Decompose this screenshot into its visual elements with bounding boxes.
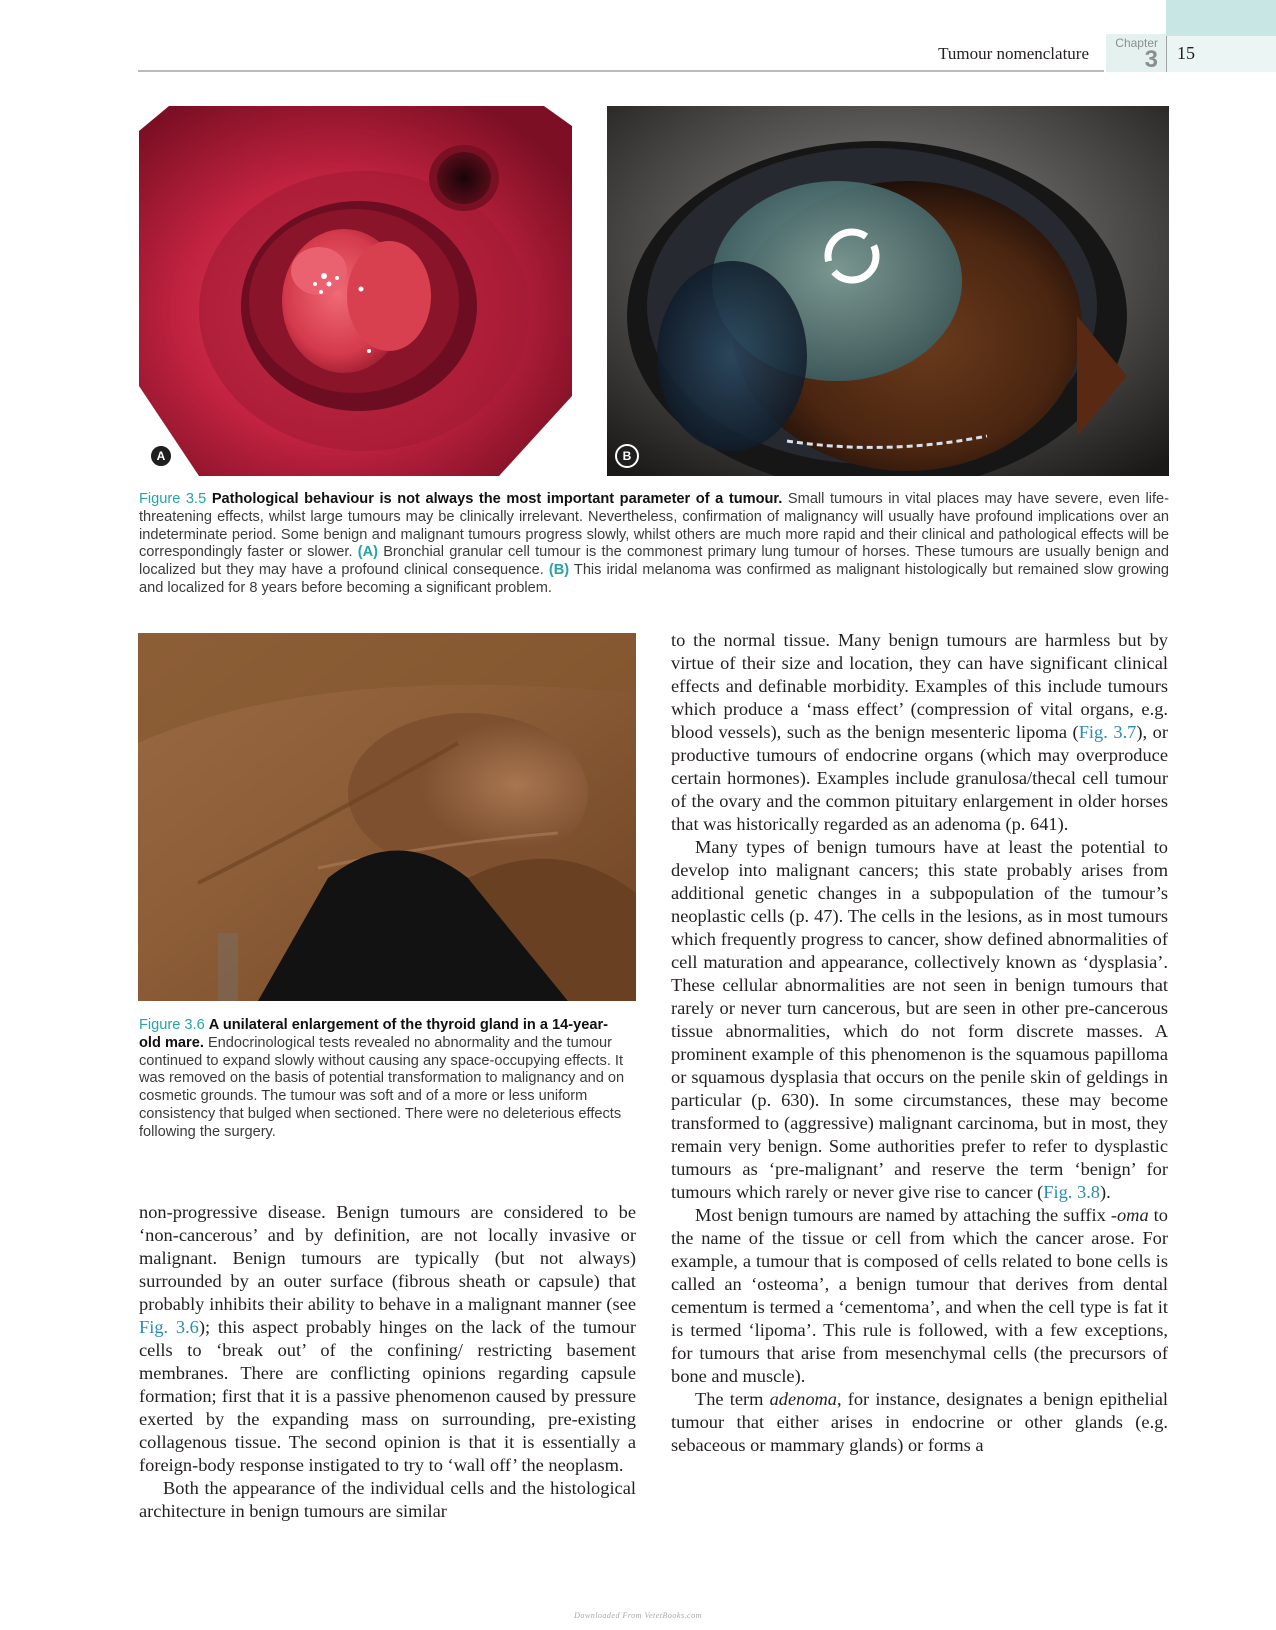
fig-3-8-link[interactable]: Fig. 3.8 (1043, 1182, 1100, 1202)
chapter-number: 3 (1144, 46, 1158, 73)
chapter-label: Chapter (1115, 36, 1158, 50)
figure-3-6-label: Figure 3.6 (139, 1017, 205, 1033)
figure-3-6-caption-title: A unilateral enlargement of the thyroid gland in a 14-year-old mare. (139, 1017, 609, 1051)
chapter-tab (1106, 34, 1166, 72)
chapter-corner-block (1166, 0, 1276, 36)
bronchial-tumour-image (139, 106, 572, 476)
download-watermark: Downloaded From VetetBooks.com (574, 1611, 702, 1620)
figure-3-5-caption-text-1: Small tumours in vital places may have severe, even life-threatening effects, whilst large tumours may be clinically irrelevant. Nevertheless, confirmation of malignancy will usually have profound implications over an indeterminate period. Some benign and malignant tumours progress slowly, whilst others are much more rapid and their clinical and pathological effects will be correspondingly faster or slower. (139, 491, 1169, 561)
panel-a-label: A (149, 444, 173, 468)
thyroid-enlargement-image (138, 633, 636, 1001)
right-paragraph-2 (671, 836, 1168, 1204)
right-paragraph-4 (671, 1388, 1168, 1457)
left-p1-text-a: non-progressive disease. Benign tumours are considered to be ‘non-cancerous’ and by definition, are not locally invasive or malignant. Benign tumours are typically (but not always) surrounded by an outer surface (fibrous sheath or capsule) that probably inhibits their ability to behave in a malignant manner (see (139, 1202, 636, 1314)
figure-3-5-caption (139, 491, 1169, 598)
figure-3-5-panel-a-ref: (A) (357, 544, 378, 561)
term-adenoma: adenoma (769, 1389, 837, 1409)
right-p4-text-b: , for instance, designates a benign epithelial tumour that either arises in endocrine or other glands (e.g. sebaceous or mammary glands) or forms a (671, 1389, 1168, 1455)
running-header-title: Tumour nomenclature (938, 44, 1089, 63)
suffix-oma: -oma (1110, 1205, 1149, 1225)
figure-3-5-label: Figure 3.5 (139, 491, 207, 507)
right-p1-text-a: to the normal tissue. Many benign tumours are harmless but by virtue of their size and location, they can have significant clinical effects and definable morbidity. Examples of this include tumours which produce a ‘mass effect’ (compression of vital organs, e.g. blood vessels), such as the benign mesenteric lipoma ( (671, 630, 1168, 742)
left-text-column (139, 1201, 636, 1523)
panel-b-label: B (615, 444, 639, 468)
right-text-column (671, 629, 1168, 1457)
right-paragraph-3 (671, 1204, 1168, 1388)
fig-3-6-link[interactable]: Fig. 3.6 (139, 1317, 199, 1337)
figure-3-6-caption (139, 1017, 627, 1142)
right-p2-text-a: Many types of benign tumours have at least the potential to develop into malignant cancers; this state probably arises from additional genetic changes in a subpopulation of the tumour’s neoplastic cells (p. 47). The cells in the lesions, as in most tumours which frequently progress to cancer, show defined abnormalities of cell maturation and appearance, collectively known as ‘dysplasia’. These cellular abnormalities are not seen in benign tumours that rarely or never turn cancerous, but are seen in other pre-cancerous tissue abnormalities, which do not form discrete masses. A prominent example of this phenomenon is the squamous papilloma or squamous dysplasia that occurs on the penile skin of geldings in particular (p. 630). In some circumstances, these may become transformed to (aggressive) malignant carcinoma, but in most, they remain very benign. Some authorities prefer to refer to dysplastic tumours as ‘pre-malignant’ and reserve the term ‘benign’ for tumours which rarely or never give rise to cancer ( (671, 837, 1168, 1202)
figure-3-5-panel-b-photo (607, 106, 1169, 476)
figure-3-5-caption-title: Pathological behaviour is not always the most important parameter of a tumour. (211, 491, 783, 507)
figure-3-6-photo (138, 633, 636, 1001)
figure-3-6-caption-text: Endocrinological tests revealed no abnormality and the tumour continued to expand slowly without causing any space-occupying effects. It was removed on the basis of potential transformation to malignancy and on cosmetic grounds. The tumour was soft and of a more or less uniform consistency that bulged when sectioned. There were no deleterious effects following the surgery. (139, 1034, 625, 1140)
figure-3-5-panel-a-photo (139, 106, 572, 476)
right-p1-text-b: ), or productive tumours of endocrine organs (which may overproduce certain hormones). Examples include granulosa/thecal cell tumour of the ovary and the common pituitary enlargement in older horses that was historically regarded as an adenoma (p. 641). (671, 722, 1169, 834)
page-number: 15 (1177, 43, 1195, 63)
figure-3-5-caption-text-3: This iridal melanoma was confirmed as malignant histologically but remained slow growing and localized for 8 years before becoming a significant problem. (139, 562, 1169, 596)
left-p1-text-b: ); this aspect probably hinges on the lack of the tumour cells to ‘break out’ of the confining/ restricting basement membranes. There are conflicting opinions regarding capsule formation; first that it is a passive phenomenon caused by pressure exerted by the expanding mass on surrounding, pre-existing collagenous tissue. The second opinion is that it is essentially a foreign-body response instigated to try to ‘wall off’ the neoplasm. (139, 1317, 637, 1475)
right-p3-text-a: Most benign tumours are named by attaching the suffix (695, 1205, 1111, 1225)
fig-3-7-link[interactable]: Fig. 3.7 (1078, 722, 1137, 742)
figure-3-5-panel-b-ref: (B) (548, 562, 570, 579)
right-p2-text-b: ). (1099, 1182, 1111, 1202)
figure-3-5-caption-text-2: Bronchial granular cell tumour is the commonest primary lung tumour of horses. These tumours are usually benign and localized but they may have a profound clinical consequence. (139, 544, 1169, 579)
right-p3-text-b: to the name of the tissue or cell from which the cancer arose. For example, a tumour that is composed of cells related to bone cells is called an ‘osteoma’, a benign tumour that derives from dental cementum is termed a ‘cementoma’, and when the cell type is fat it is termed ‘lipoma’. This rule is followed, with a few exceptions, for tumours that arise from mesenchymal cells (the precursors of bone and muscle). (671, 1205, 1168, 1386)
left-paragraph-1 (139, 1201, 636, 1477)
page-number-divider (1166, 36, 1167, 72)
iridal-melanoma-image (607, 106, 1169, 476)
header-rule (138, 70, 1104, 72)
right-paragraph-1 (671, 629, 1168, 836)
right-p4-text-a: The term (695, 1389, 770, 1409)
left-paragraph-2: Both the appearance of the individual cells and the histological architecture in benign tumours are similar (139, 1478, 636, 1521)
